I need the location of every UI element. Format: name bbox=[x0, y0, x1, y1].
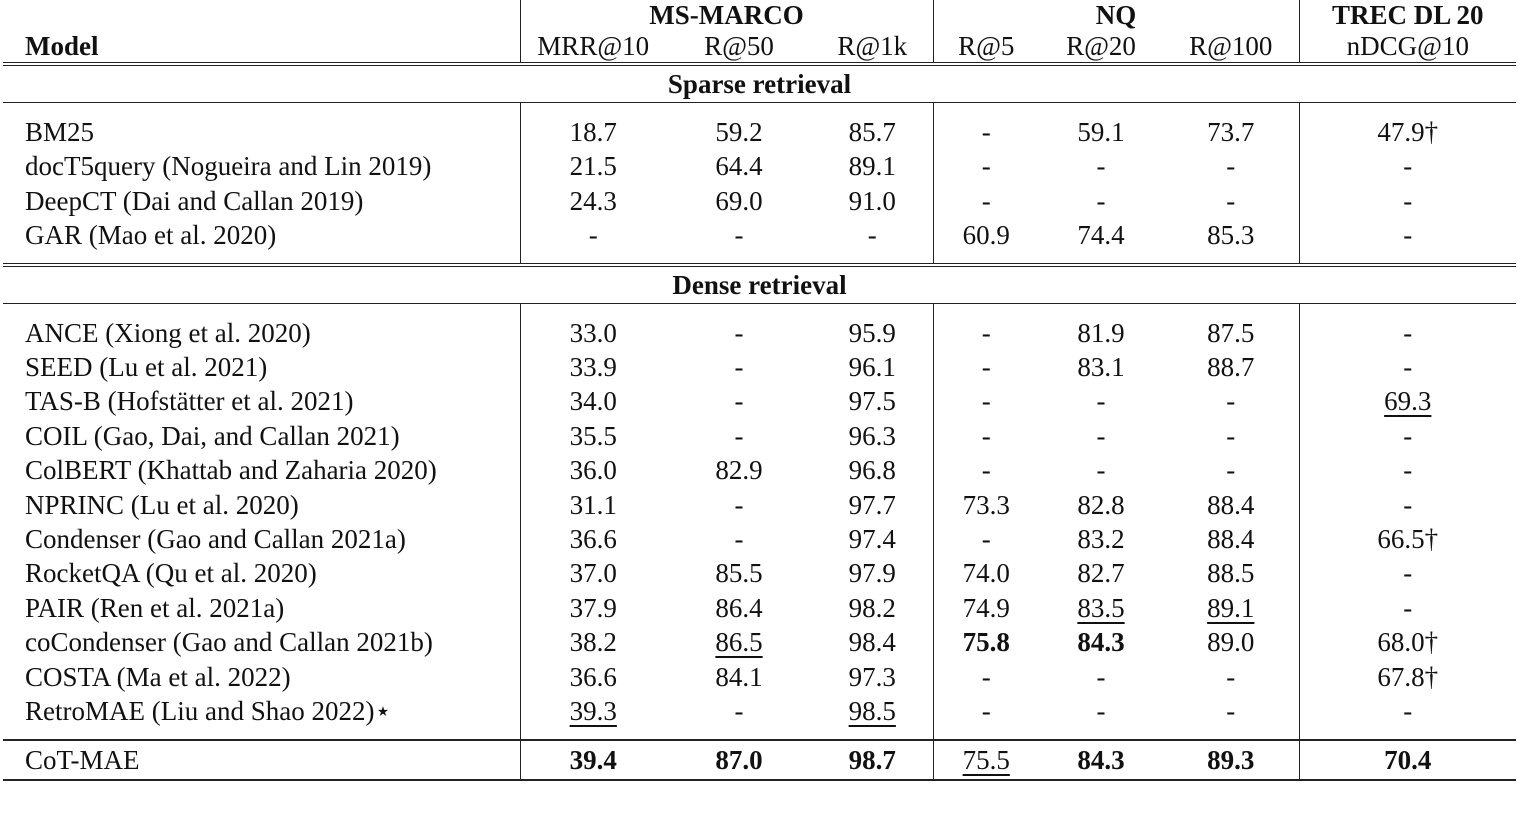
value-text: 96.1 bbox=[848, 352, 896, 383]
value-text: - bbox=[1403, 352, 1413, 383]
value-text: 74.9 bbox=[962, 592, 1010, 623]
value-text: 96.3 bbox=[848, 420, 896, 451]
value-text: - bbox=[981, 524, 991, 555]
value-cell bbox=[666, 591, 812, 625]
value-text: 85.7 bbox=[848, 117, 896, 147]
value-cell bbox=[666, 419, 812, 453]
value-text: 84.3 bbox=[1077, 627, 1125, 658]
value-text: 88.4 bbox=[1207, 489, 1255, 520]
value-cell bbox=[520, 218, 666, 264]
value-cell bbox=[812, 488, 933, 522]
value-text: 86.4 bbox=[715, 592, 763, 623]
value-text: 87.5 bbox=[1207, 317, 1255, 348]
value-cell bbox=[520, 740, 666, 780]
value-cell bbox=[520, 522, 666, 556]
value-cell bbox=[933, 218, 1039, 264]
value-text: 86.5 bbox=[715, 627, 763, 658]
value-cell bbox=[933, 694, 1039, 739]
value-text: 31.1 bbox=[569, 489, 617, 520]
value-text: 89.0 bbox=[1207, 627, 1255, 658]
value-text: - bbox=[1226, 696, 1236, 727]
value-text: 98.4 bbox=[848, 627, 896, 658]
value-text: 34.0 bbox=[569, 386, 617, 417]
value-cell bbox=[933, 350, 1039, 384]
value-cell bbox=[666, 694, 812, 739]
value-cell bbox=[1299, 103, 1516, 150]
value-cell bbox=[520, 625, 666, 659]
value-text: - bbox=[1096, 386, 1106, 417]
value-cell bbox=[520, 149, 666, 183]
value-text: 75.5 bbox=[962, 744, 1010, 775]
value-cell bbox=[666, 522, 812, 556]
value-cell bbox=[666, 740, 812, 780]
results-table bbox=[3, 0, 1516, 781]
table-row bbox=[3, 419, 1516, 453]
value-text: 33.0 bbox=[569, 317, 617, 348]
model-name-cell: RocketQA (Qu et al. 2020) bbox=[25, 558, 317, 589]
value-cell bbox=[933, 303, 1039, 350]
value-cell bbox=[1039, 350, 1163, 384]
value-text: 38.2 bbox=[569, 627, 617, 658]
value-text: 18.7 bbox=[569, 117, 617, 147]
value-cell bbox=[666, 303, 812, 350]
value-text: 98.7 bbox=[848, 744, 896, 775]
results-table-container bbox=[3, 0, 1516, 781]
metric-header: R@100 bbox=[1163, 30, 1299, 64]
section-title: Dense retrieval bbox=[3, 265, 1516, 304]
value-cell bbox=[1039, 556, 1163, 590]
value-cell bbox=[666, 453, 812, 487]
value-text: 39.3 bbox=[569, 696, 617, 727]
value-text: 97.5 bbox=[848, 386, 896, 417]
value-text: 97.4 bbox=[848, 524, 896, 555]
value-cell bbox=[1299, 350, 1516, 384]
value-text: - bbox=[867, 220, 877, 251]
value-text: 89.1 bbox=[1207, 592, 1255, 623]
value-text: 98.5 bbox=[848, 696, 896, 727]
model-name-cell: coCondenser (Gao and Callan 2021b) bbox=[25, 627, 433, 658]
value-cell bbox=[1299, 694, 1516, 739]
value-cell bbox=[666, 556, 812, 590]
value-cell bbox=[1163, 453, 1299, 487]
table-row bbox=[3, 103, 1516, 150]
model-name-cell: CoT-MAE bbox=[3, 740, 520, 780]
value-cell bbox=[933, 419, 1039, 453]
value-cell bbox=[1039, 218, 1163, 264]
value-text: - bbox=[1403, 317, 1413, 348]
value-text: 83.2 bbox=[1077, 524, 1125, 555]
value-cell bbox=[666, 350, 812, 384]
value-text: - bbox=[1403, 420, 1413, 451]
value-cell bbox=[812, 453, 933, 487]
value-cell bbox=[812, 522, 933, 556]
value-cell bbox=[520, 591, 666, 625]
section-title: Sparse retrieval bbox=[3, 64, 1516, 103]
value-text: 75.8 bbox=[962, 627, 1010, 658]
value-text: 85.5 bbox=[715, 558, 763, 589]
value-text: - bbox=[1096, 151, 1106, 182]
value-cell bbox=[1299, 419, 1516, 453]
value-text: 59.1 bbox=[1077, 117, 1125, 147]
value-cell bbox=[812, 694, 933, 739]
value-text: - bbox=[734, 489, 744, 520]
value-cell bbox=[933, 384, 1039, 418]
value-cell bbox=[666, 660, 812, 694]
value-text: 88.4 bbox=[1207, 524, 1255, 555]
table-row bbox=[3, 556, 1516, 590]
value-cell bbox=[1163, 218, 1299, 264]
value-cell bbox=[812, 384, 933, 418]
value-text: - bbox=[1226, 455, 1236, 486]
table-row bbox=[3, 303, 1516, 350]
value-text: - bbox=[981, 696, 991, 727]
value-cell bbox=[1163, 184, 1299, 218]
table-row bbox=[3, 149, 1516, 183]
model-name-cell: DeepCT (Dai and Callan 2019) bbox=[25, 185, 364, 216]
value-cell bbox=[933, 149, 1039, 183]
value-text: - bbox=[1403, 185, 1413, 216]
value-cell bbox=[812, 556, 933, 590]
table-header bbox=[3, 0, 1516, 64]
value-cell bbox=[933, 522, 1039, 556]
value-text: - bbox=[1096, 420, 1106, 451]
value-text: 88.5 bbox=[1207, 558, 1255, 589]
group-header-row bbox=[3, 0, 1516, 30]
value-text: 97.7 bbox=[848, 489, 896, 520]
value-text: 36.6 bbox=[569, 524, 617, 555]
value-cell bbox=[812, 184, 933, 218]
table-row bbox=[3, 218, 1516, 264]
value-cell bbox=[666, 384, 812, 418]
value-cell bbox=[933, 740, 1039, 780]
value-text: 96.8 bbox=[848, 455, 896, 486]
value-text: - bbox=[734, 420, 744, 451]
table-row bbox=[3, 740, 1516, 780]
value-cell bbox=[1299, 488, 1516, 522]
model-name-cell: NPRINC (Lu et al. 2020) bbox=[25, 489, 299, 520]
value-text: 66.5† bbox=[1377, 524, 1439, 555]
value-text: 70.4 bbox=[1384, 744, 1432, 775]
value-cell bbox=[1039, 103, 1163, 150]
metric-header: R@5 bbox=[933, 30, 1039, 64]
table-row bbox=[3, 625, 1516, 659]
model-name-cell: docT5query (Nogueira and Lin 2019) bbox=[25, 151, 432, 182]
value-cell bbox=[1163, 740, 1299, 780]
value-cell bbox=[1299, 149, 1516, 183]
value-text: 36.0 bbox=[569, 455, 617, 486]
value-cell bbox=[1299, 303, 1516, 350]
value-cell bbox=[933, 660, 1039, 694]
value-cell bbox=[520, 556, 666, 590]
value-cell bbox=[1299, 556, 1516, 590]
model-name-cell: RetroMAE (Liu and Shao 2022)⋆ bbox=[25, 696, 392, 727]
section-header-row bbox=[3, 64, 1516, 103]
table-row bbox=[3, 488, 1516, 522]
value-cell bbox=[812, 625, 933, 659]
value-text: - bbox=[981, 185, 991, 216]
metric-header: nDCG@10 bbox=[1299, 30, 1516, 64]
value-cell bbox=[666, 488, 812, 522]
value-text: 24.3 bbox=[569, 185, 617, 216]
value-text: 73.3 bbox=[962, 489, 1010, 520]
value-cell bbox=[933, 488, 1039, 522]
value-cell bbox=[812, 740, 933, 780]
value-cell bbox=[1163, 694, 1299, 739]
value-text: 83.5 bbox=[1077, 592, 1125, 623]
metric-header: R@20 bbox=[1039, 30, 1163, 64]
value-cell bbox=[1039, 625, 1163, 659]
value-text: 88.7 bbox=[1207, 352, 1255, 383]
value-cell bbox=[1299, 453, 1516, 487]
value-text: 59.2 bbox=[715, 117, 763, 147]
value-cell bbox=[933, 103, 1039, 150]
model-column-header: Model bbox=[3, 30, 520, 64]
table-row bbox=[3, 522, 1516, 556]
value-cell bbox=[1039, 453, 1163, 487]
value-cell bbox=[933, 591, 1039, 625]
table-row bbox=[3, 453, 1516, 487]
value-cell bbox=[666, 184, 812, 218]
value-text: - bbox=[1403, 558, 1413, 589]
value-text: 97.9 bbox=[848, 558, 896, 589]
value-cell bbox=[520, 660, 666, 694]
value-text: 95.9 bbox=[848, 317, 896, 348]
section-header-row bbox=[3, 265, 1516, 304]
metric-header-row bbox=[3, 30, 1516, 64]
value-text: 69.3 bbox=[1384, 386, 1432, 417]
value-text: - bbox=[1403, 151, 1413, 182]
value-cell bbox=[1163, 522, 1299, 556]
value-text: 69.0 bbox=[715, 185, 763, 216]
model-name-cell: Condenser (Gao and Callan 2021a) bbox=[25, 524, 406, 555]
value-cell bbox=[1163, 303, 1299, 350]
group-header-nq: NQ bbox=[933, 0, 1299, 30]
value-text: 21.5 bbox=[569, 151, 617, 182]
value-text: - bbox=[1226, 151, 1236, 182]
value-cell bbox=[666, 149, 812, 183]
value-text: - bbox=[1226, 386, 1236, 417]
value-text: 87.0 bbox=[715, 744, 763, 775]
value-cell bbox=[812, 350, 933, 384]
value-text: 73.7 bbox=[1207, 117, 1255, 147]
value-cell bbox=[812, 419, 933, 453]
value-text: - bbox=[981, 455, 991, 486]
value-text: - bbox=[981, 317, 991, 348]
value-text: 84.3 bbox=[1077, 744, 1125, 775]
value-cell bbox=[1039, 303, 1163, 350]
value-text: - bbox=[1226, 420, 1236, 451]
value-cell bbox=[1163, 488, 1299, 522]
value-cell bbox=[1163, 350, 1299, 384]
value-cell bbox=[1299, 384, 1516, 418]
value-cell bbox=[520, 103, 666, 150]
value-text: 39.4 bbox=[569, 744, 617, 775]
model-name-cell: COIL (Gao, Dai, and Callan 2021) bbox=[25, 420, 400, 451]
value-text: 37.9 bbox=[569, 592, 617, 623]
value-text: 84.1 bbox=[715, 661, 763, 692]
value-text: - bbox=[1226, 185, 1236, 216]
group-header-trec-dl-20: TREC DL 20 bbox=[1299, 0, 1516, 30]
value-text: - bbox=[1096, 661, 1106, 692]
value-text: 67.8† bbox=[1377, 661, 1439, 692]
value-text: - bbox=[981, 117, 991, 147]
value-text: - bbox=[1096, 455, 1106, 486]
value-text: - bbox=[734, 696, 744, 727]
metric-header: R@1k bbox=[812, 30, 933, 64]
value-cell bbox=[520, 350, 666, 384]
value-cell bbox=[1299, 522, 1516, 556]
value-cell bbox=[1039, 149, 1163, 183]
value-cell bbox=[1039, 419, 1163, 453]
value-text: 35.5 bbox=[569, 420, 617, 451]
model-name-cell: SEED (Lu et al. 2021) bbox=[25, 352, 268, 383]
value-text: - bbox=[1403, 696, 1413, 727]
value-cell bbox=[520, 419, 666, 453]
value-text: - bbox=[1403, 220, 1413, 251]
value-text: - bbox=[981, 151, 991, 182]
value-text: 60.9 bbox=[962, 220, 1010, 251]
model-name-cell: COSTA (Ma et al. 2022) bbox=[25, 661, 291, 692]
value-cell bbox=[1299, 660, 1516, 694]
model-name-cell: TAS-B (Hofstätter et al. 2021) bbox=[25, 386, 354, 417]
value-cell bbox=[1163, 591, 1299, 625]
value-cell bbox=[933, 453, 1039, 487]
value-cell bbox=[1299, 184, 1516, 218]
group-header-ms-marco: MS-MARCO bbox=[520, 0, 933, 30]
value-cell bbox=[812, 149, 933, 183]
value-cell bbox=[1163, 556, 1299, 590]
value-cell bbox=[1163, 103, 1299, 150]
model-name-cell: ANCE (Xiong et al. 2020) bbox=[25, 317, 311, 348]
value-text: - bbox=[734, 524, 744, 555]
table-row bbox=[3, 384, 1516, 418]
value-text: 97.3 bbox=[848, 661, 896, 692]
value-cell bbox=[1299, 625, 1516, 659]
value-cell bbox=[1039, 184, 1163, 218]
model-name-cell: GAR (Mao et al. 2020) bbox=[3, 218, 520, 264]
value-cell bbox=[812, 660, 933, 694]
value-text: 89.1 bbox=[848, 151, 896, 182]
value-cell bbox=[1039, 522, 1163, 556]
value-text: 91.0 bbox=[848, 185, 896, 216]
value-cell bbox=[812, 303, 933, 350]
value-text: - bbox=[734, 220, 744, 251]
table-row bbox=[3, 694, 1516, 739]
value-text: 85.3 bbox=[1207, 220, 1255, 251]
value-cell bbox=[666, 103, 812, 150]
value-text: 82.7 bbox=[1077, 558, 1125, 589]
value-cell bbox=[1299, 218, 1516, 264]
value-text: - bbox=[734, 317, 744, 348]
value-cell bbox=[1163, 625, 1299, 659]
value-text: 89.3 bbox=[1207, 744, 1255, 775]
value-text: - bbox=[588, 220, 598, 251]
table-body bbox=[3, 64, 1516, 780]
value-cell bbox=[520, 184, 666, 218]
value-text: - bbox=[1403, 455, 1413, 486]
metric-header: R@50 bbox=[666, 30, 812, 64]
value-cell bbox=[520, 453, 666, 487]
value-cell bbox=[933, 556, 1039, 590]
value-cell bbox=[1163, 660, 1299, 694]
value-cell bbox=[520, 384, 666, 418]
value-cell bbox=[933, 625, 1039, 659]
value-cell bbox=[812, 591, 933, 625]
value-cell bbox=[1299, 740, 1516, 780]
value-text: 82.8 bbox=[1077, 489, 1125, 520]
value-text: 98.2 bbox=[848, 592, 896, 623]
table-row bbox=[3, 184, 1516, 218]
model-name-cell: BM25 bbox=[25, 117, 95, 147]
value-text: 37.0 bbox=[569, 558, 617, 589]
value-cell bbox=[520, 694, 666, 739]
value-cell bbox=[812, 218, 933, 264]
model-name-cell: ColBERT (Khattab and Zaharia 2020) bbox=[25, 455, 437, 486]
value-text: 68.0† bbox=[1377, 627, 1439, 658]
value-text: - bbox=[1403, 592, 1413, 623]
table-row bbox=[3, 660, 1516, 694]
value-text: 47.9† bbox=[1377, 117, 1439, 147]
value-text: - bbox=[981, 661, 991, 692]
value-text: - bbox=[1403, 489, 1413, 520]
value-text: - bbox=[1096, 185, 1106, 216]
value-cell bbox=[520, 303, 666, 350]
value-text: - bbox=[981, 420, 991, 451]
value-cell bbox=[1299, 591, 1516, 625]
table-row bbox=[3, 350, 1516, 384]
value-text: - bbox=[981, 352, 991, 383]
value-text: 83.1 bbox=[1077, 352, 1125, 383]
value-cell bbox=[1039, 591, 1163, 625]
value-cell bbox=[933, 184, 1039, 218]
value-text: 74.0 bbox=[962, 558, 1010, 589]
value-text: - bbox=[1096, 696, 1106, 727]
value-text: 64.4 bbox=[715, 151, 763, 182]
value-cell bbox=[812, 103, 933, 150]
value-cell bbox=[1163, 149, 1299, 183]
value-cell bbox=[1039, 660, 1163, 694]
table-row bbox=[3, 591, 1516, 625]
value-text: 33.9 bbox=[569, 352, 617, 383]
value-cell bbox=[1163, 419, 1299, 453]
value-text: - bbox=[981, 386, 991, 417]
value-text: - bbox=[734, 386, 744, 417]
value-cell bbox=[520, 488, 666, 522]
value-text: - bbox=[734, 352, 744, 383]
value-cell bbox=[1039, 694, 1163, 739]
model-name-cell: PAIR (Ren et al. 2021a) bbox=[25, 592, 285, 623]
value-cell bbox=[1163, 384, 1299, 418]
value-text: - bbox=[1226, 661, 1236, 692]
value-text: 36.6 bbox=[569, 661, 617, 692]
value-text: 74.4 bbox=[1077, 220, 1125, 251]
value-cell bbox=[666, 218, 812, 264]
value-cell bbox=[1039, 384, 1163, 418]
value-text: 81.9 bbox=[1077, 317, 1125, 348]
value-cell bbox=[666, 625, 812, 659]
value-cell bbox=[1039, 740, 1163, 780]
value-cell bbox=[1039, 488, 1163, 522]
value-text: 82.9 bbox=[715, 455, 763, 486]
metric-header: MRR@10 bbox=[520, 30, 666, 64]
